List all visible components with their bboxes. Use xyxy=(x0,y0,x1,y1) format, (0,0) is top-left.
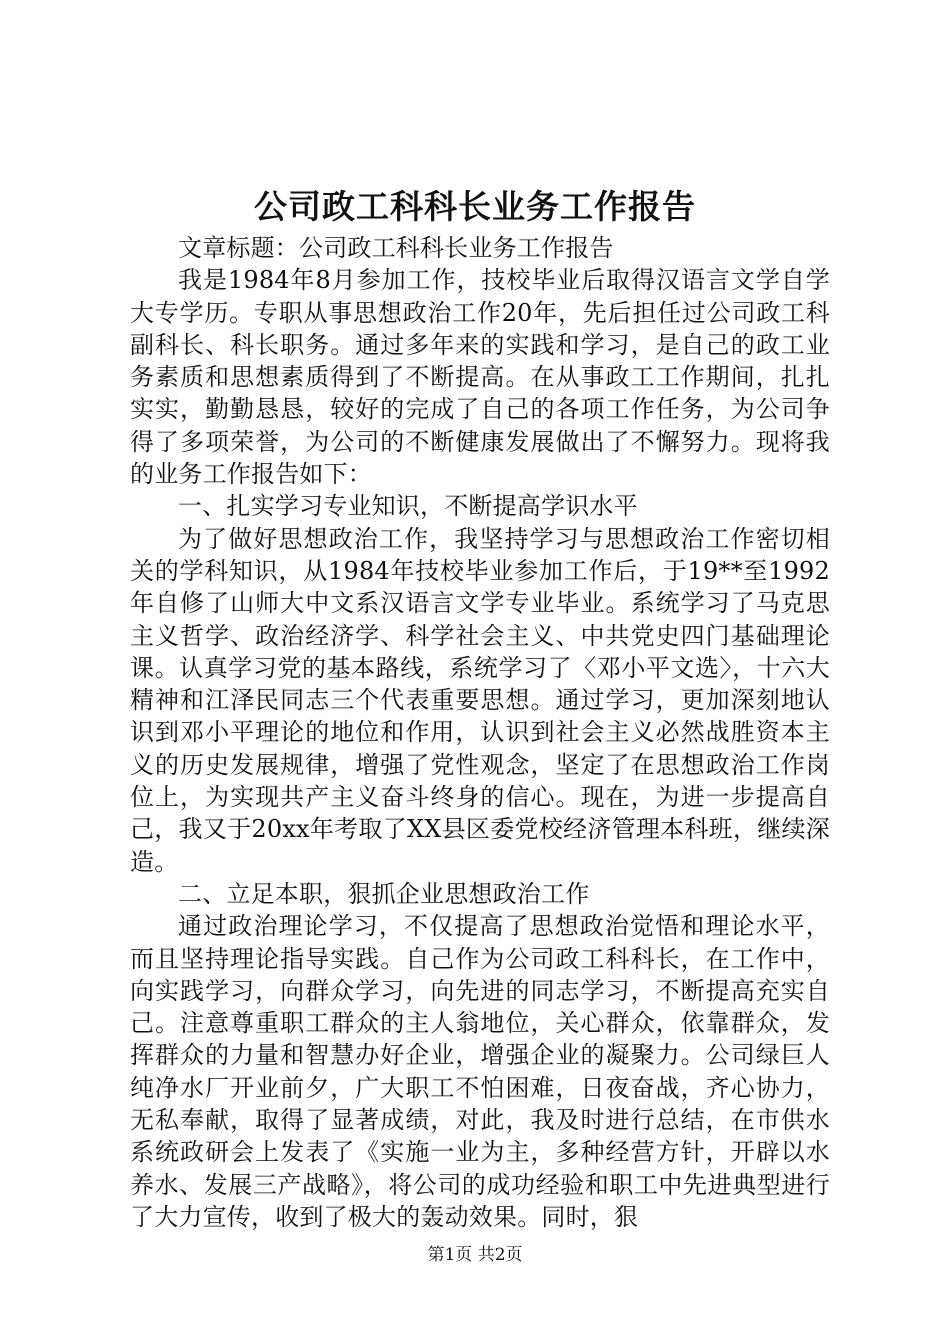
section-1-paragraph: 为了做好思想政治工作，我坚持学习与思想政治工作密切相关的学科知识，从1984年技校毕业参加工作后，于19**至1992年自修了山师大中文系汉语言文学专业毕业。系统学习了马克思主义哲学、政治经济学、科学社会主义、中共党史四门基础理论课。认真学习党的基本路线，系统学习了〈邓小平文选〉，十六大精神和江泽民同志三个代表重要思想。通过学习，更加深刻地认识到邓小平理论的地位和作用，认识到社会主义必然战胜资本主义的历史发展规律，增强了党性观念，坚定了在思想政治工作岗位上，为实现共产主义奋斗终身的信心。现在，为进一步提高自己，我又于20xx年考取了XX县区委党校经济管理本科班，继续深造。 xyxy=(130,524,830,876)
document-title: 公司政工科科长业务工作报告 xyxy=(254,187,696,226)
intro-paragraph: 我是1984年8月参加工作，技校毕业后取得汉语言文学自学大专学历。专职从事思想政治工作20年，先后担任过公司政工科副科长、科长职务。通过多年来的实践和学习，是自己的政工业务素质和思想素质得到了不断提高。在从事政工工作期间，扎扎实实，勤勤恳恳，较好的完成了自己的各项工作任务，为公司争得了多项荣誉，为公司的不断健康发展做出了不懈努力。现将我的业务工作报告如下： xyxy=(130,266,830,489)
section-2-paragraph: 通过政治理论学习，不仅提高了思想政治觉悟和理论水平，而且坚持理论指导实践。自己作为公司政工科科长，在工作中，向实践学习，向群众学习，向先进的同志学习，不断提高充实自己。注意尊重职工群众的主人翁地位，关心群众，依靠群众，发挥群众的力量和智慧办好企业，增强企业的凝聚力。公司绿巨人纯净水厂开业前夕，广大职工不怕困难，日夜奋战，齐心协力，无私奉献，取得了显著成绩，对此，我及时进行总结，在市供水系统政研会上发表了《实施一业为主，多种经营方针，开辟以水养水、发展三产战略》，将公司的成功经验和职工中先进典型进行了大力宣传，收到了极大的轰动效果。同时，狠 xyxy=(130,912,830,1231)
section-heading-1: 一、扎实学习专业知识，不断提高学识水平 xyxy=(178,492,638,521)
article-title-line: 文章标题：公司政工科科长业务工作报告 xyxy=(178,234,614,262)
page-footer: 第1页 共2页 xyxy=(427,1245,523,1265)
document-body xyxy=(130,232,830,1233)
section-heading-2: 二、立足本职，狠抓企业思想政治工作 xyxy=(178,879,590,908)
